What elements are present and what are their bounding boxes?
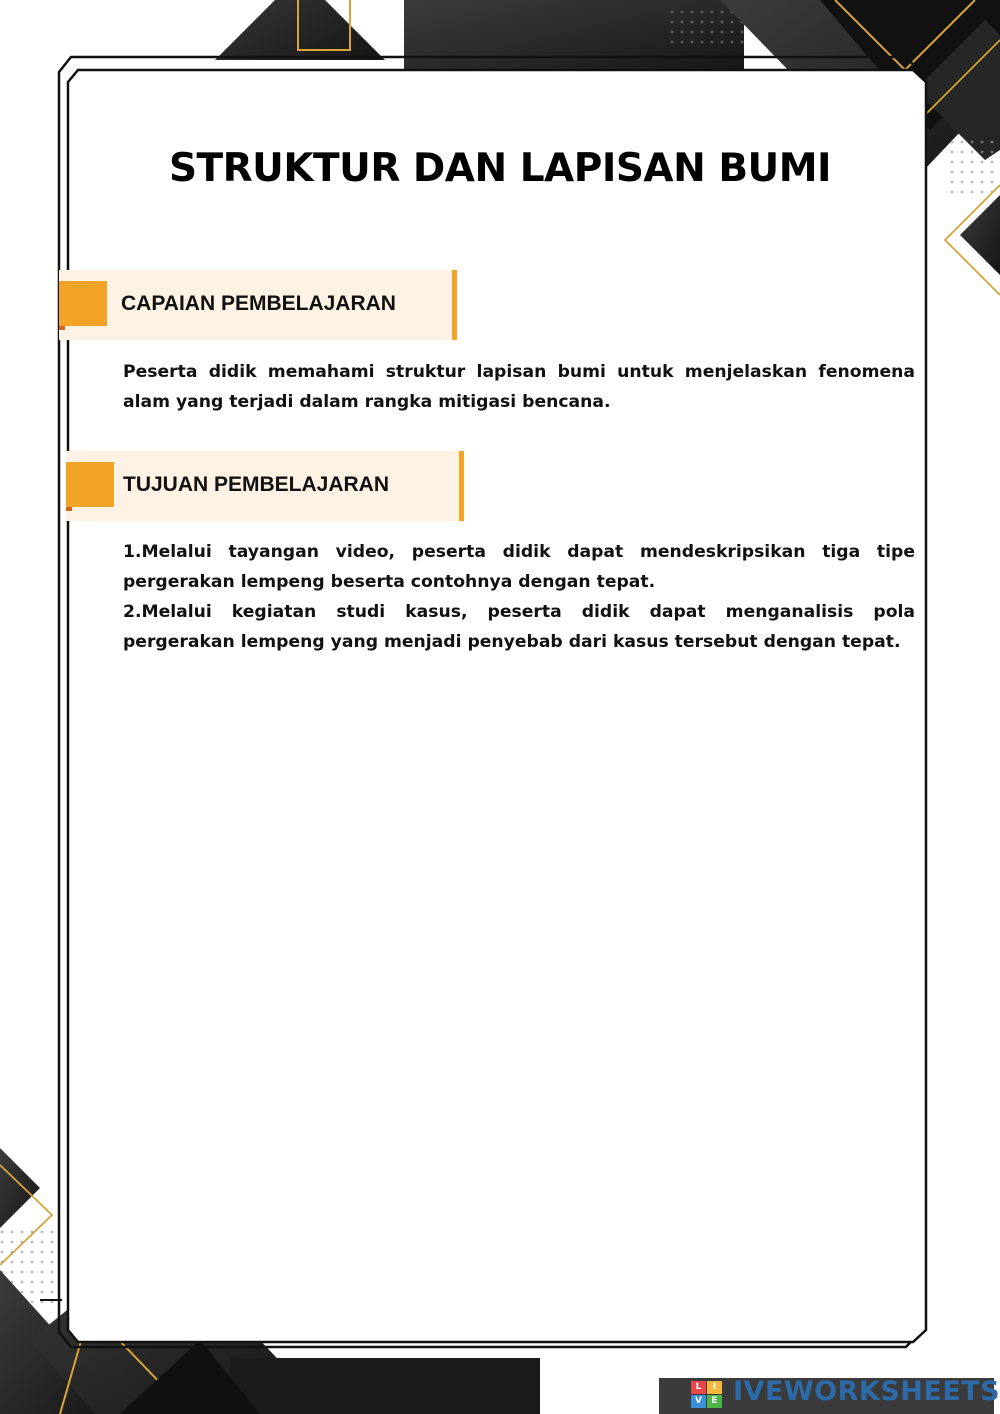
logo-text: IVEWORKSHEETS	[733, 1376, 1000, 1407]
top-left-ornament	[215, 0, 385, 60]
section-heading: CAPAIAN PEMBELAJARAN	[121, 292, 396, 315]
accent-square-icon	[59, 281, 107, 326]
list-item: 2.Melalui kegiatan studi kasus, peserta didik dapat menganalisis pola pergerakan lempeng yang menjadi penyebab dari kasus tersebut dengan tepat.	[123, 602, 915, 652]
accent-edge	[452, 270, 457, 340]
paragraph: Peserta didik memahami struktur lapisan bumi untuk menjelaskan fenomena alam yang terjadi dalam rangka mitigasi bencana.	[123, 362, 915, 412]
accent-edge	[459, 451, 464, 521]
accent-square-icon	[66, 462, 114, 507]
accent-square-shadow	[59, 326, 65, 330]
accent-square-shadow	[66, 507, 72, 511]
page-title: STRUKTUR DAN LAPISAN BUMI	[168, 146, 832, 191]
section-header-tujuan	[66, 451, 464, 521]
badge-letter: V	[691, 1395, 706, 1408]
liveworksheets-logo[interactable]	[659, 1376, 1000, 1414]
section-body-tujuan	[123, 537, 915, 657]
frame-inner	[68, 70, 926, 1342]
badge-letter: L	[691, 1381, 706, 1394]
badge-letter: I	[707, 1381, 722, 1394]
badge-letter: E	[707, 1395, 722, 1408]
live-badge-icon	[691, 1379, 725, 1409]
section-header-capaian	[59, 270, 457, 340]
section-body-capaian	[123, 357, 915, 417]
list-item: 1.Melalui tayangan video, peserta didik dapat mendeskripsikan tiga tipe pergerakan lempeng beserta contohnya dengan tepat.	[123, 542, 915, 592]
section-heading: TUJUAN PEMBELAJARAN	[123, 473, 390, 496]
